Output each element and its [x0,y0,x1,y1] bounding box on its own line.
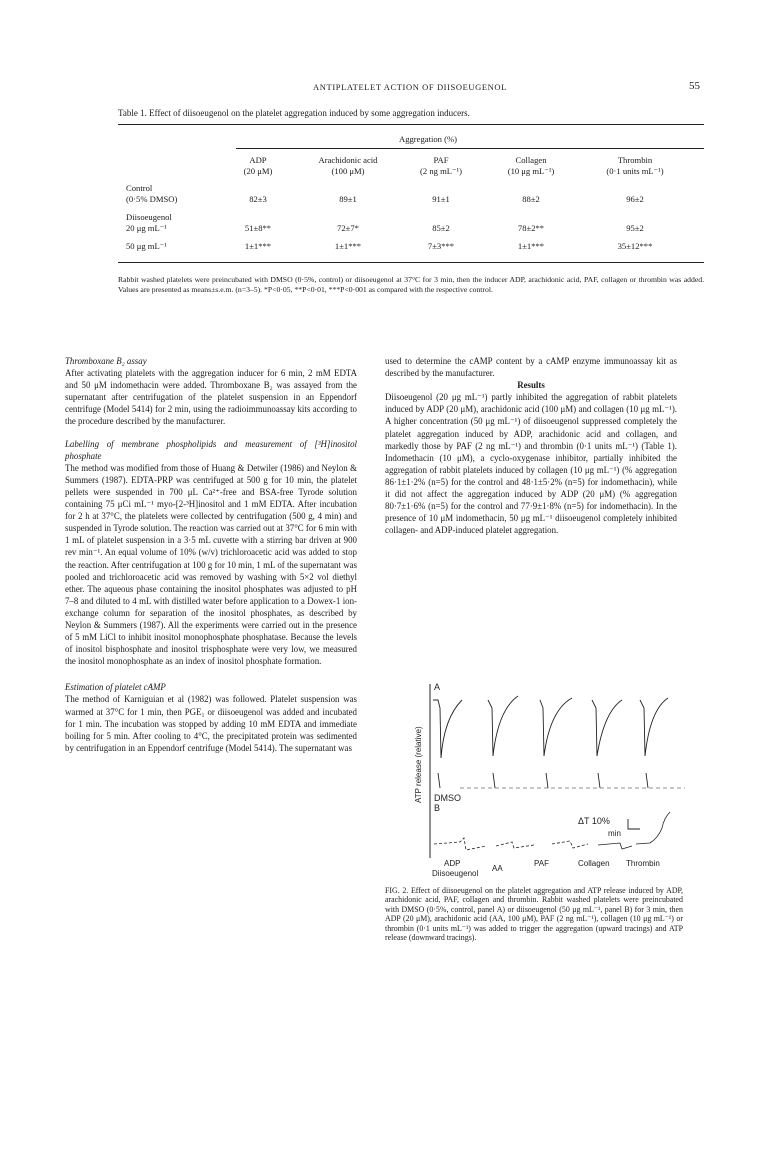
cell-r0-c4: 96±2 [626,194,644,204]
cell-r2-c4: 35±12*** [617,241,653,251]
cell-r0-c0: 82±3 [249,194,267,204]
table-caption: Table 1. Effect of diisoeugenol on the platelet aggregation induced by some aggregation inducers. [118,108,470,118]
cell-r1-c1: 72±7* [337,223,359,233]
table-footnote: Rabbit washed platelets were preincubated with DMSO (0·5%, control) or diisoeugenol at 37°C for 3 min, then the inducer ADP, arachidonic acid, PAF, collagen or thrombin was added. Values are presented as means±s.e.m. (n=3–5). *P<0·05, **P<0·01, ***P<0·001 as compared with the respective control. [118,275,704,294]
right-column [385,355,677,536]
cell-r1-c2: 85±2 [432,223,450,233]
label-collagen: Collagen [578,859,610,868]
tracing-b-adp [434,838,486,850]
release-a-paf [546,773,548,788]
release-a-aa [493,773,495,788]
section-heading-camp: Estimation of platelet cAMP [65,682,166,693]
section-heading-labelling: Labelling of membrane phospholipids and measurement of [³H]inositol phosphate [65,438,357,461]
left-column [65,355,357,754]
row-sublabel-control: (0·5% DMSO) [126,194,178,204]
tracing-a-adp [433,700,462,758]
col-unit-collagen: (10 μg mL⁻¹) [507,166,555,176]
figure-caption: FIG. 2. Effect of diisoeugenol on the platelet aggregation and ATP release induced by ADP, arachidonic acid, PAF, collagen and thrombin. Rabbit washed platelets were preincubated with DMSO (0·5%, control, panel A) or diisoeugenol (50 μg mL⁻¹, panel B) for 3 min, then ADP (20 μM), arachidonic acid (AA, 100 μM), PAF (2 ng mL⁻¹), collagen (10 μg mL⁻¹) or thrombin (0·1 units mL⁻¹) was added to trigger the aggregation (upward tracings) and ATP release (downward tracings). [385,886,683,943]
col-unit-thrombin: (0·1 units mL⁻¹) [606,166,664,176]
panel-b-label: B [434,803,441,813]
col-unit-paf: (2 ng mL⁻¹) [420,166,462,176]
col-header-paf: PAF [433,155,449,165]
row-label-control: Control [126,183,153,193]
labelling-paragraph: The method was modified from those of Huang & Detwiler (1986) and Neylon & Summers (1987). EDTA-PRP was centrifuged at 500 g for 10 min, the platelet pellets were suspended in 700 μL Ca²⁺-free and BSA-free Tyrode solution containing 75 μCi mL⁻¹ myo-[2-³H]inositol and 1 mM EDTA. After incubation for 2 h at 37°C, the platelets were collected by centrifugation (500 g, 4 min) and suspended in Tyrode solution. The reaction was carried out at 37°C for 6 min with 1 mL of platelet suspension in a 3·5 mL cuvette with a stirring bar driven at 900 rev min⁻¹. An equal volume of 10% (w/v) trichloroacetic acid was added to stop the reaction. After centrifugation at 100 g for 10 min, 1 mL of the supernatant was pooled and trichloroacetic acid was removed by washing with 5×2 vol diethyl ether. The aqueous phase containing the inositol phosphates was adjusted to pH 7–8 and diluted to 4 mL with distilled water before application to a Dowex-1 ion-exchange column for separation of the inositol phosphates, as described by Neylon & Summers (1987). All the experiments were carried out in the presence of 5 mM LiCl to inhibit inositol monophosphate phosphatase. Because the levels of inositol bisphosphate and inositol trisphosphate were very low, we measured the inositol monophosphate as an index of inositol phosphate formation. [65,462,357,667]
camp-paragraph: The method of Karniguian et al (1982) was followed. Platelet suspension was warmed at 37°C for 1 min, then PGE₁ or diisoeugenol was added and incubated for 1 min. The incubation was stopped by adding 10 mM EDTA and immediate boiling for 5 min. After cooling to 4°C, the precipitated protein was sedimented by centrifugation in an Eppendorf centrifuge (Model 5414). The supernatant was [65,694,357,753]
cell-r1-c0: 51±8** [244,223,272,233]
tracing-a-aa [488,696,518,756]
row-label-diisoeugenol: Diisoeugenol [126,212,172,222]
cell-r0-c2: 91±1 [432,194,450,204]
continued-paragraph: used to determine the cAMP content by a cAMP enzyme immunoassay kit as described by the manufacturer. [385,356,677,379]
label-paf: PAF [534,859,549,868]
tracing-b-thrombin [636,812,670,844]
tracing-b-aa [496,842,534,848]
cell-r2-c0: 1±1*** [244,241,272,251]
cell-r0-c3: 88±2 [522,194,540,204]
release-a-collagen [598,773,600,788]
results-heading: Results [517,380,545,391]
panel-a-label: A [434,682,441,692]
y-axis-label: ATP release (relative) [414,726,423,803]
aggregation-tracings [400,678,700,878]
figure-2 [400,678,700,878]
col-header-collagen: Collagen [515,155,547,165]
col-unit-aa: (100 μM) [331,166,365,176]
tracing-a-collagen [592,700,622,756]
panel-b-tracings [434,812,670,850]
label-adp: ADP [444,859,461,868]
cell-r0-c1: 89±1 [339,194,357,204]
cell-r2-c3: 1±1*** [517,241,545,251]
tracing-a-paf [540,698,572,756]
release-a-adp [438,773,440,788]
release-a-thrombin [646,773,648,788]
cell-r1-c3: 78±2** [517,223,545,233]
tracing-b-paf [552,841,588,848]
cell-r2-c1: 1±1*** [334,241,362,251]
running-head [120,82,700,96]
col-header-aa: Arachidonic acid [318,155,378,165]
row-sublabel-20: 20 μg mL⁻¹ [126,223,167,233]
col-unit-adp: (20 μM) [243,166,273,176]
col-header-adp: ADP [249,155,267,165]
col-header-thrombin: Thrombin [617,155,653,165]
scale-time-label: min [608,829,621,838]
cell-r2-c2: 7±3*** [427,241,455,251]
running-head-title: ANTIPLATELET ACTION OF DIISOEUGENOL [313,82,507,92]
label-aa: AA [492,864,503,873]
dmso-label: DMSO [434,793,461,803]
tracing-a-thrombin [640,698,668,756]
thromboxane-paragraph: After activating platelets with the aggregation inducer for 6 min, 2 mM EDTA and 50 μM indomethacin were added. Thromboxane B₂ was assayed from the supernatant after centrifugation of the platelet suspension in an Eppendorf centrifuge (Model 5414) for 2 min, using the radioimmunoassay kits according to the procedure described by the manufacturer. [65,368,357,427]
label-thrombin: Thrombin [626,859,660,868]
page-number: 55 [689,80,700,92]
results-paragraph: Diisoeugenol (20 μg mL⁻¹) partly inhibited the aggregation of rabbit platelets induced by ADP (20 μM), arachidonic acid (100 μM) and collagen (10 μg mL⁻¹). A higher concentration (50 μg mL⁻¹) of diisoeugenol suppressed completely the platelet aggregation induced by ADP, arachidonic acid and collagen, and markedly those by PAF (2 ng mL⁻¹) and thrombin (0·1 units mL⁻¹) (Table 1). Indomethacin (10 μM), a cyclo-oxygenase inhibitor, partially inhibited the aggregation of rabbit platelets induced by collagen (10 μg mL⁻¹) (% aggregation 86·1±1·2% (n=5) for the control and 48·1±5·2% (n=5) for indomethacin), while it did not affect the aggregation induced by ADP (20 μM) (% aggregation 80·7±1·6% (n=5) for the control and 77·9±1·8% (n=5) for indomethacin). In the presence of 10 μM indomethacin, 50 μg mL⁻¹ diisoeugenol completely inhibited collagen- and ADP-induced platelet aggregation. [385,392,677,536]
label-diisoeugenol: Diisoeugenol [432,869,479,878]
scale-bar [628,819,640,829]
row-sublabel-50: 50 μg mL⁻¹ [126,241,167,251]
panel-a-tracings [433,696,685,788]
scale-label: ΔT 10% [578,816,610,826]
section-heading-thromboxane: Thromboxane B₂ assay [65,356,147,366]
group-header: Aggregation (%) [399,134,457,144]
cell-r1-c4: 95±2 [626,223,644,233]
tracing-b-collagen [598,843,632,849]
